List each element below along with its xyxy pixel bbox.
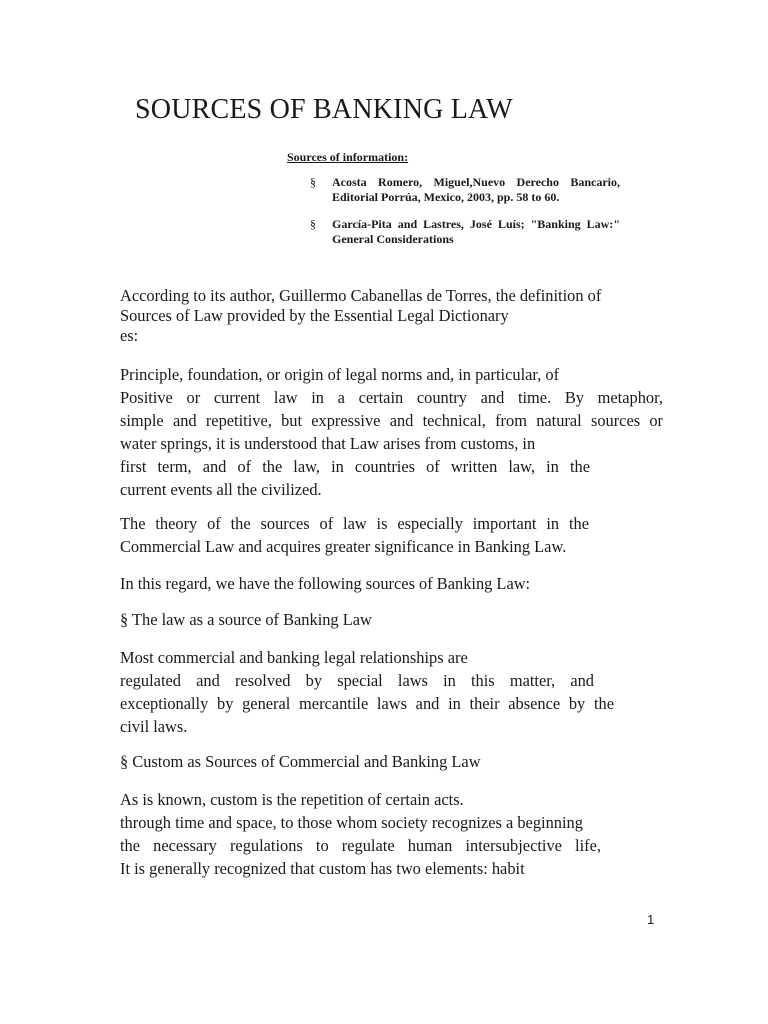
text-line: exceptionally by general mercantile laws and in their absence by the xyxy=(120,694,614,713)
paragraph-definition-quote xyxy=(120,363,663,501)
text-line: water springs, it is understood that Law arises from customs, in xyxy=(120,434,536,453)
section-heading-law: § The law as a source of Banking Law xyxy=(120,610,372,629)
source-item xyxy=(310,217,620,247)
text-line: Most commercial and banking legal relationships are xyxy=(120,648,468,667)
section-sign-bullet: § xyxy=(310,217,316,231)
sources-heading: Sources of information: xyxy=(287,150,409,164)
text-line: In this regard, we have the following sources of Banking Law: xyxy=(120,574,531,593)
page-title: SOURCES OF BANKING LAW xyxy=(135,94,513,125)
text-line: current events all the civilized. xyxy=(120,480,322,499)
text-line: simple and repetitive, but expressive and technical, from natural sources or xyxy=(120,411,663,430)
text-line: As is known, custom is the repetition of certain acts. xyxy=(120,790,464,809)
paragraph-sources-intro xyxy=(120,572,663,595)
text-line: civil laws. xyxy=(120,717,188,736)
text-line: through time and space, to those whom society recognizes a beginning xyxy=(120,813,583,832)
text-line: regulated and resolved by special laws in this matter, and xyxy=(120,671,594,690)
text-line: first term, and of the law, in countries of written law, in the xyxy=(120,457,590,476)
text-line: According to its author, Guillermo Cabanellas de Torres, the definition of xyxy=(120,286,602,305)
source-item xyxy=(310,175,620,205)
page-number: 1 xyxy=(647,912,655,927)
paragraph-theory xyxy=(120,512,663,558)
text-line: It is generally recognized that custom has two elements: habit xyxy=(120,859,525,878)
text-line: Sources of Law provided by the Essential Legal Dictionary xyxy=(120,306,509,325)
paragraph-law-source xyxy=(120,646,663,738)
sources-list xyxy=(310,175,620,259)
paragraph-definition-intro xyxy=(120,284,663,347)
text-line: Principle, foundation, or origin of legal norms and, in particular, of xyxy=(120,365,560,384)
text-line: es: xyxy=(120,326,139,345)
text-line: the necessary regulations to regulate human intersubjective life, xyxy=(120,836,601,855)
paragraph-custom xyxy=(120,788,663,880)
source-citation: García-Pita and Lastres, José Luís; "Banking Law:" General Considerations xyxy=(332,217,620,246)
source-citation: Acosta Romero, Miguel,Nuevo Derecho Bancario, Editorial Porrúa, Mexico, 2003, pp. 58 to 60. xyxy=(332,175,620,204)
text-line: The theory of the sources of law is especially important in the xyxy=(120,514,589,533)
text-line: Positive or current law in a certain country and time. By metaphor, xyxy=(120,388,663,407)
text-line: Commercial Law and acquires greater significance in Banking Law. xyxy=(120,537,567,556)
section-heading-custom: § Custom as Sources of Commercial and Banking Law xyxy=(120,752,481,771)
section-sign-bullet: § xyxy=(310,175,316,189)
